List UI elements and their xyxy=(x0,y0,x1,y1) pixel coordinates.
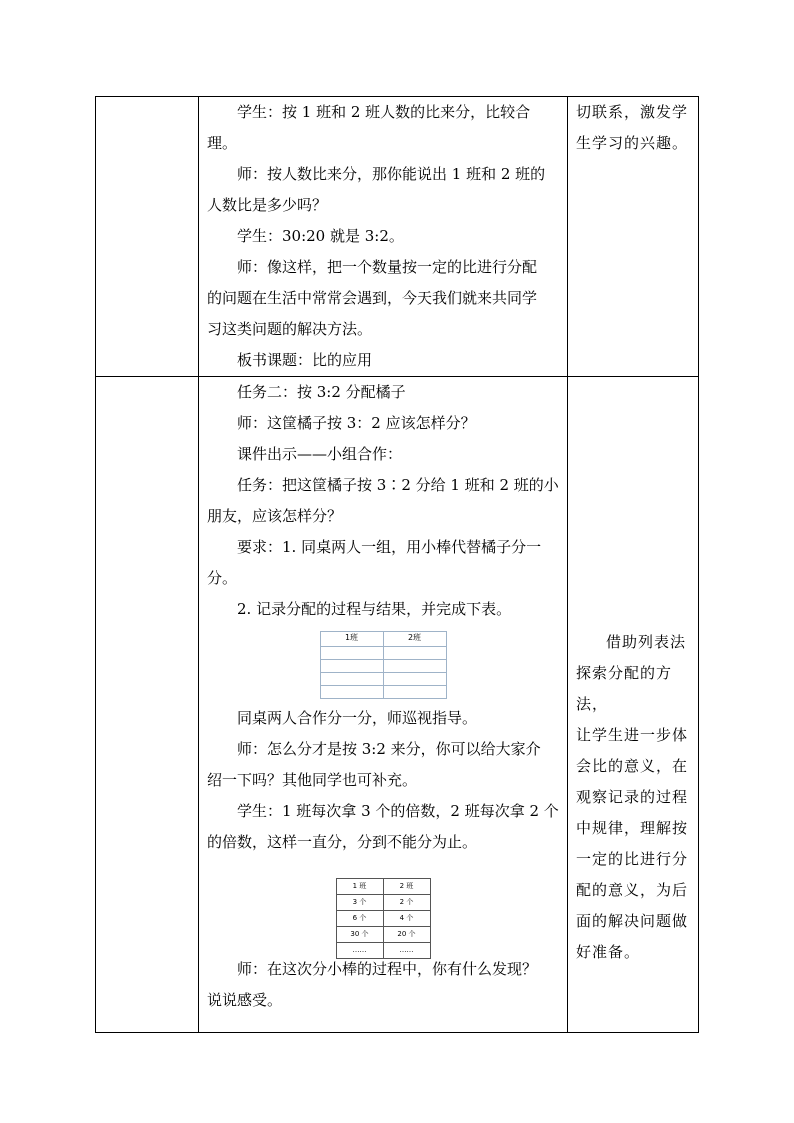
intent-line: 好准备。 xyxy=(576,943,641,961)
text-line: 师：在这次分小棒的过程中，你有什么发现？ xyxy=(237,960,538,978)
table-cell: 2 个 xyxy=(383,895,430,911)
table-cell: 20 个 xyxy=(383,927,430,943)
lesson-plan-table xyxy=(95,96,699,1033)
table-cell: …… xyxy=(383,943,430,959)
table-row xyxy=(336,927,430,943)
stage-cell xyxy=(96,377,199,1033)
filled-record-table-wrap xyxy=(207,858,559,954)
intent-line: 切联系，激发学 xyxy=(576,103,689,121)
table-cell xyxy=(320,660,383,673)
table-cell: 3 个 xyxy=(336,895,383,911)
table-row xyxy=(96,377,699,1033)
text-line: 绍一下吗？其他同学也可补充。 xyxy=(207,771,418,789)
text-line: 课件出示——小组合作： xyxy=(237,445,403,463)
intent-line: 中规律，理解按 xyxy=(576,819,689,837)
text-line: 板书课题：比的应用 xyxy=(237,351,373,369)
text-line: 分。 xyxy=(207,569,238,587)
intent-line: 配的意义，为后 xyxy=(576,881,689,899)
text-line: 师：按人数比来分，那你能说出 1 班和 2 班的 xyxy=(237,165,546,183)
text-line: 任务二：按 3:2 分配橘子 xyxy=(237,383,406,401)
text-line: 学生：按 1 班和 2 班人数的比来分，比较合理。 xyxy=(207,103,531,152)
stage-cell xyxy=(96,97,199,377)
table-cell xyxy=(383,647,446,660)
intent-line: 会比的意义，在 xyxy=(576,757,689,775)
intent-line: 让学生进一步体 xyxy=(576,726,689,744)
table-cell: …… xyxy=(336,943,383,959)
text-line: 人数比是多少吗？ xyxy=(207,196,328,214)
table-cell: 6 个 xyxy=(336,911,383,927)
table-header-cell: 2 班 xyxy=(383,879,430,895)
table-cell: 4 个 xyxy=(383,911,430,927)
table-cell xyxy=(320,686,383,699)
intent-line: 观察记录的过程 xyxy=(576,788,689,806)
table-cell xyxy=(383,686,446,699)
filled-record-table xyxy=(336,878,431,959)
text-line: 师：怎么分才是按 3:2 来分，你可以给大家介 xyxy=(237,740,541,758)
intent-line: 一定的比进行分 xyxy=(576,850,689,868)
table-header-cell: 1班 xyxy=(320,632,383,647)
text-line: 的问题在生活中常常会遇到，今天我们就来共同学 xyxy=(207,289,538,307)
table-cell xyxy=(383,660,446,673)
intent-line: 探索分配的方法， xyxy=(576,664,673,713)
activity-cell xyxy=(199,97,568,377)
table-row xyxy=(336,895,430,911)
table-header-cell: 1 班 xyxy=(336,879,383,895)
table-row xyxy=(320,647,446,660)
intent-text xyxy=(568,97,698,159)
table-row xyxy=(320,660,446,673)
table-cell xyxy=(383,673,446,686)
text-line: 同桌两人合作分一分，师巡视指导。 xyxy=(237,709,478,727)
text-line: 2. 记录分配的过程与结果，并完成下表。 xyxy=(237,600,512,618)
table-row xyxy=(336,911,430,927)
table-header-row xyxy=(336,879,430,895)
activity-cell xyxy=(199,377,568,1033)
table-row xyxy=(96,97,699,377)
text-line: 习这类问题的解决方法。 xyxy=(207,320,373,338)
table-cell xyxy=(320,673,383,686)
intent-line: 生学习的兴趣。 xyxy=(576,134,689,152)
intent-line: 面的解决问题做 xyxy=(576,912,689,930)
table-header-cell: 2班 xyxy=(383,632,446,647)
blank-record-table xyxy=(320,631,447,699)
text-line: 说说感受。 xyxy=(207,991,283,1009)
table-header-row xyxy=(320,632,446,647)
text-line: 的倍数，这样一直分，分到不能分为止。 xyxy=(207,833,478,851)
text-line: 学生：30:20 就是 3:2。 xyxy=(237,227,404,245)
text-line: 要求：1. 同桌两人一组，用小棒代替橘子分一 xyxy=(237,538,542,556)
table-row xyxy=(320,673,446,686)
intent-line: 借助列表法 xyxy=(606,633,687,651)
blank-record-table-wrap xyxy=(207,625,559,703)
activity-text xyxy=(199,377,567,1016)
intent-text xyxy=(568,377,698,968)
activity-text xyxy=(199,97,567,376)
text-line: 朋友，应该怎样分？ xyxy=(207,507,343,525)
table-cell: 30 个 xyxy=(336,927,383,943)
text-line: 师：像这样，把一个数量按一定的比进行分配 xyxy=(237,258,538,276)
text-line: 任务：把这筐橘子按 3∶2 分给 1 班和 2 班的小 xyxy=(237,476,559,494)
text-line: 师：这筐橘子按 3：2 应该怎样分？ xyxy=(237,414,476,432)
intent-cell xyxy=(568,97,699,377)
text-line: 学生：1 班每次拿 3 个的倍数，2 班每次拿 2 个 xyxy=(237,802,559,820)
table-cell xyxy=(320,647,383,660)
intent-cell xyxy=(568,377,699,1033)
table-row xyxy=(320,686,446,699)
